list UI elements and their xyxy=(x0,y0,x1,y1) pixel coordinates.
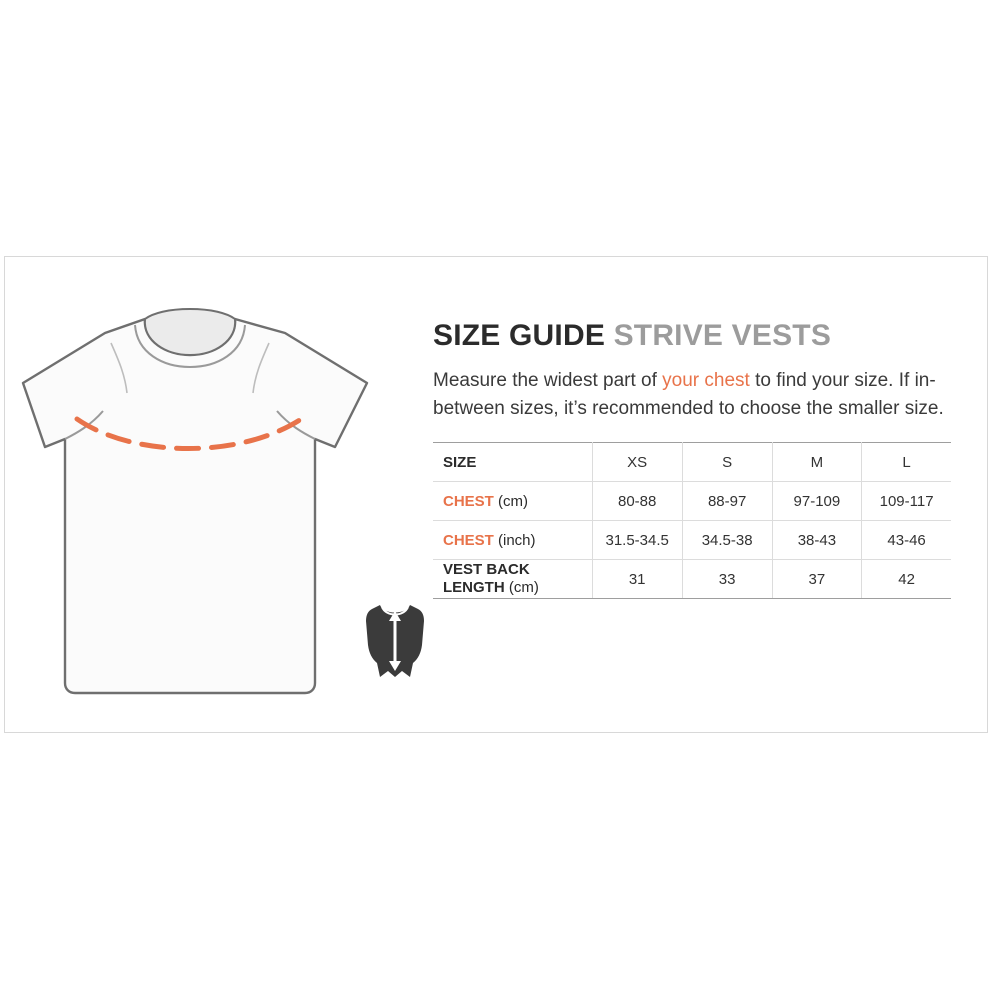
cell-vest-length-m: 37 xyxy=(772,560,862,599)
cell-chest-cm-xs: 80-88 xyxy=(592,482,682,521)
cell-chest-cm-s: 88-97 xyxy=(682,482,772,521)
table-row xyxy=(433,482,951,521)
cell-chest-inch-l: 43-46 xyxy=(862,521,951,560)
cell-vest-length-s: 33 xyxy=(682,560,772,599)
row-label-chest-inch: CHEST (inch) xyxy=(433,521,592,560)
table-col-m: M xyxy=(772,443,862,482)
cell-chest-inch-s: 34.5-38 xyxy=(682,521,772,560)
tshirt-icon xyxy=(15,297,395,697)
size-table xyxy=(433,442,951,599)
table-header-row xyxy=(433,443,951,482)
table-col-size: SIZE xyxy=(433,443,592,482)
cell-chest-cm-m: 97-109 xyxy=(772,482,862,521)
description-accent: your chest xyxy=(662,370,750,391)
size-guide-card xyxy=(4,256,988,733)
title-light: STRIVE VESTS xyxy=(613,319,832,352)
cell-vest-length-l: 42 xyxy=(862,560,951,599)
row-label-vest-back-length: VEST BACK LENGTH (cm) xyxy=(433,560,592,599)
table-row xyxy=(433,521,951,560)
table-col-s: S xyxy=(682,443,772,482)
cell-vest-length-xs: 31 xyxy=(592,560,682,599)
page-title xyxy=(433,319,953,353)
cell-chest-inch-m: 38-43 xyxy=(772,521,862,560)
title-strong: SIZE GUIDE xyxy=(433,319,606,352)
table-col-l: L xyxy=(862,443,951,482)
row-label-chest-cm: CHEST (cm) xyxy=(433,482,592,521)
size-guide-content xyxy=(433,319,953,599)
cell-chest-cm-l: 109-117 xyxy=(862,482,951,521)
measure-description xyxy=(433,367,949,422)
vest-icon xyxy=(360,601,430,681)
cell-chest-inch-xs: 31.5-34.5 xyxy=(592,521,682,560)
table-col-xs: XS xyxy=(592,443,682,482)
description-part1: Measure the widest part of xyxy=(433,370,663,391)
table-row xyxy=(433,560,951,599)
description-part2: to find your size. If in-between sizes, it’s recommended to choose the smaller size. xyxy=(433,370,944,419)
